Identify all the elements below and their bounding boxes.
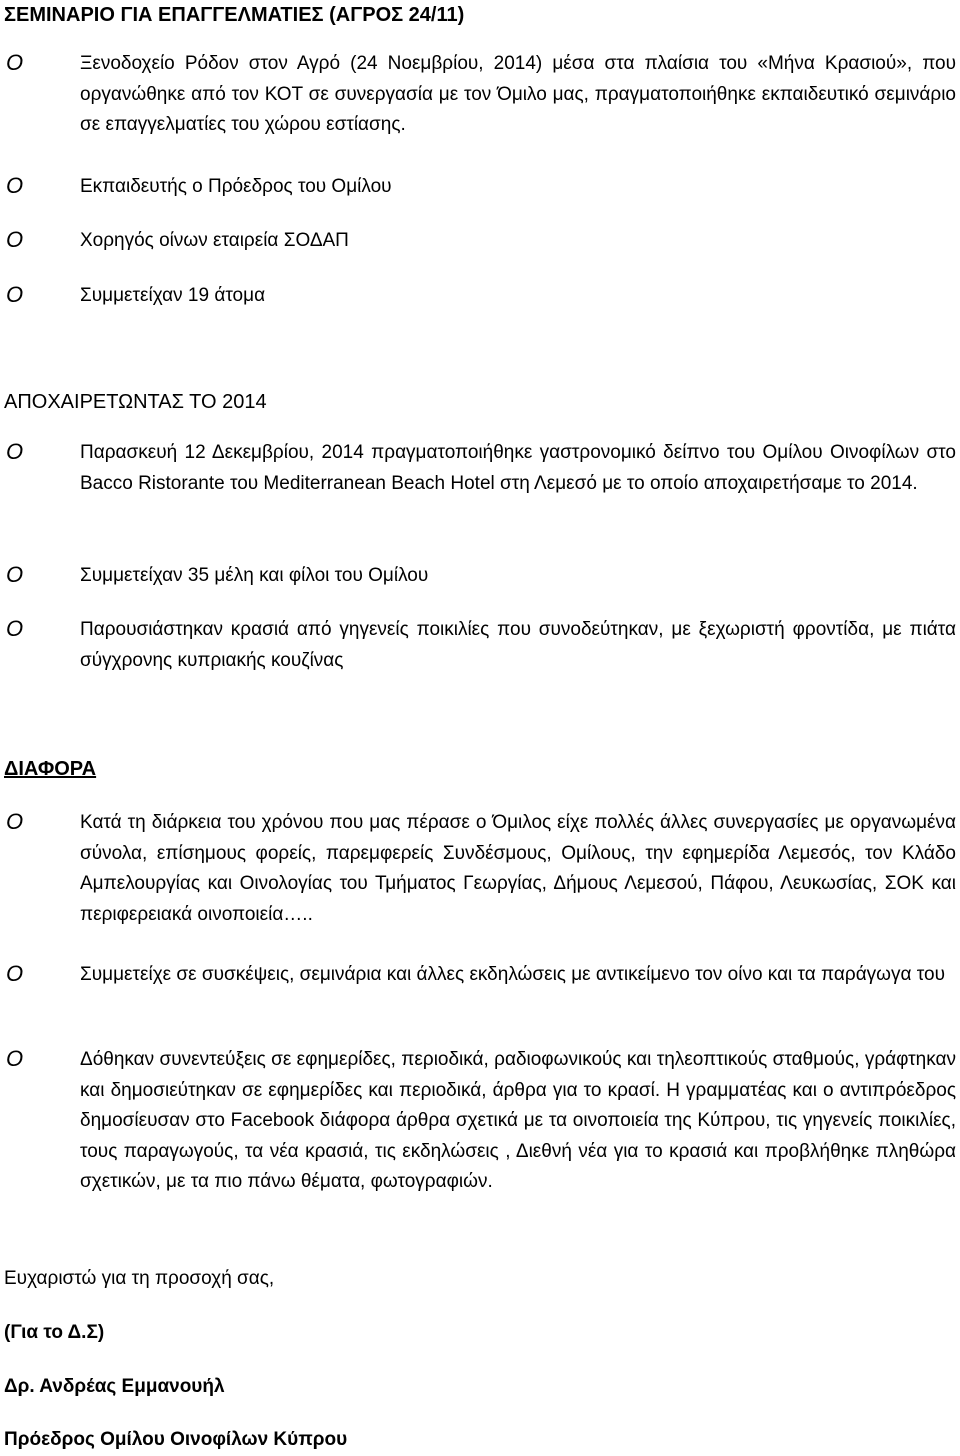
list-item-text: Παρασκευή 12 Δεκεμβρίου, 2014 πραγματοποιήθηκε γαστρονομικό δείπνο του Ομίλου Οινοφίλων στο Bacco Ristorante του Mediterranean Beach Hotel στη Λεμεσό με το οποίο αποχαιρετήσαμε το 2014. bbox=[80, 442, 956, 494]
section-heading-misc: ΔΙΑΦΟΡΑ bbox=[4, 758, 97, 780]
bullet-icon: O bbox=[6, 616, 24, 641]
bullet-icon: O bbox=[6, 562, 24, 587]
closing-for-board: (Για το Δ.Σ) bbox=[4, 1322, 105, 1343]
bullet-icon: O bbox=[6, 961, 24, 986]
bullet-icon: O bbox=[6, 227, 24, 252]
bullet-icon: O bbox=[6, 50, 24, 75]
bullet-icon: O bbox=[6, 173, 24, 198]
list-item-text: Δόθηκαν συνεντεύξεις σε εφημερίδες, περιοδικά, ραδιοφωνικούς και τηλεοπτικούς σταθμούς, γράφτηκαν και δημοσιεύτηκαν σε εφημερίδες και περιοδικά, άρθρα για το κρασί. Η γραμματέας και ο αντιπρόεδρος δημοσίευσαν στο Facebook διάφορα άρθρα σχετικά με τα οινοποιεία της Κύπρου, τις γηγενείς ποικιλίες, τους παραγωγούς, τα νέα κρασιά, τις εκδηλώσεις , Διεθνή νέα για το κρασιά και προβλήθηκε πληθώρα σχετικών, με τα πιο πάνω θέματα, φωτογραφιών. bbox=[80, 1049, 956, 1192]
list-item-text: Κατά τη διάρκεια του χρόνου που μας πέρασε ο Όμιλος είχε πολλές άλλες συνεργασίες με οργανωμένα σύνολα, επίσημους φορείς, παρεμφερείς Συνδέσμους, Ομίλους, την εφημερίδα Λεμεσός, τον Κλάδο Αμπελουργίας και Οινολογίας του Τμήματος Γεωργίας, Δήμους Λεμεσού, Πάφου, Λευκωσίας, ΣΟΚ και περιφερειακά οινοποιεία….. bbox=[80, 812, 956, 925]
list-item-text: Χορηγός οίνων εταιρεία ΣΟΔΑΠ bbox=[80, 230, 349, 251]
list-item-text: Συμμετείχαν 35 μέλη και φίλοι του Ομίλου bbox=[80, 565, 429, 586]
list-item-text: Παρουσιάστηκαν κρασιά από γηγενείς ποικιλίες που συνοδεύτηκαν, με ξεχωριστή φροντίδα, με πιάτα σύγχρονης κυπριακής κουζίνας bbox=[80, 619, 956, 671]
closing-thanks: Ευχαριστώ για τη προσοχή σας, bbox=[4, 1268, 275, 1289]
signatory-name: Δρ. Ανδρέας Εμμανουήλ bbox=[4, 1376, 225, 1397]
section-heading-seminar: ΣΕΜΙΝΑΡΙΟ ΓΙΑ ΕΠΑΓΓΕΛΜΑΤΙΕΣ (ΑΓΡΟΣ 24/11) bbox=[4, 4, 465, 26]
bullet-icon: O bbox=[6, 809, 24, 834]
bullet-icon: O bbox=[6, 439, 24, 464]
list-item-text: Συμμετείχαν 19 άτομα bbox=[80, 285, 266, 306]
list-item-text: Εκπαιδευτής ο Πρόεδρος του Ομίλου bbox=[80, 176, 392, 197]
section-heading-farewell-2014: ΑΠΟΧΑΙΡΕΤΩΝΤΑΣ ΤΟ 2014 bbox=[4, 391, 267, 413]
list-item-text: Συμμετείχε σε συσκέψεις, σεμινάρια και άλλες εκδηλώσεις με αντικείμενο τον οίνο και τα παράγωγα του bbox=[80, 964, 945, 985]
bullet-icon: O bbox=[6, 1046, 24, 1071]
bullet-icon: O bbox=[6, 282, 24, 307]
list-item-text: Ξενοδοχείο Ρόδον στον Αγρό (24 Νοεμβρίου, 2014) μέσα στα πλαίσια του «Μήνα Κρασιού», που οργανώθηκε από τον ΚΟΤ σε συνεργασία με τον Όμιλο μας, πραγματοποιήθηκε εκπαιδευτικό σεμινάριο σε επαγγελματίες του χώρου εστίασης. bbox=[80, 53, 956, 135]
signatory-title: Πρόεδρος Ομίλου Οινοφίλων Κύπρου bbox=[4, 1429, 348, 1450]
